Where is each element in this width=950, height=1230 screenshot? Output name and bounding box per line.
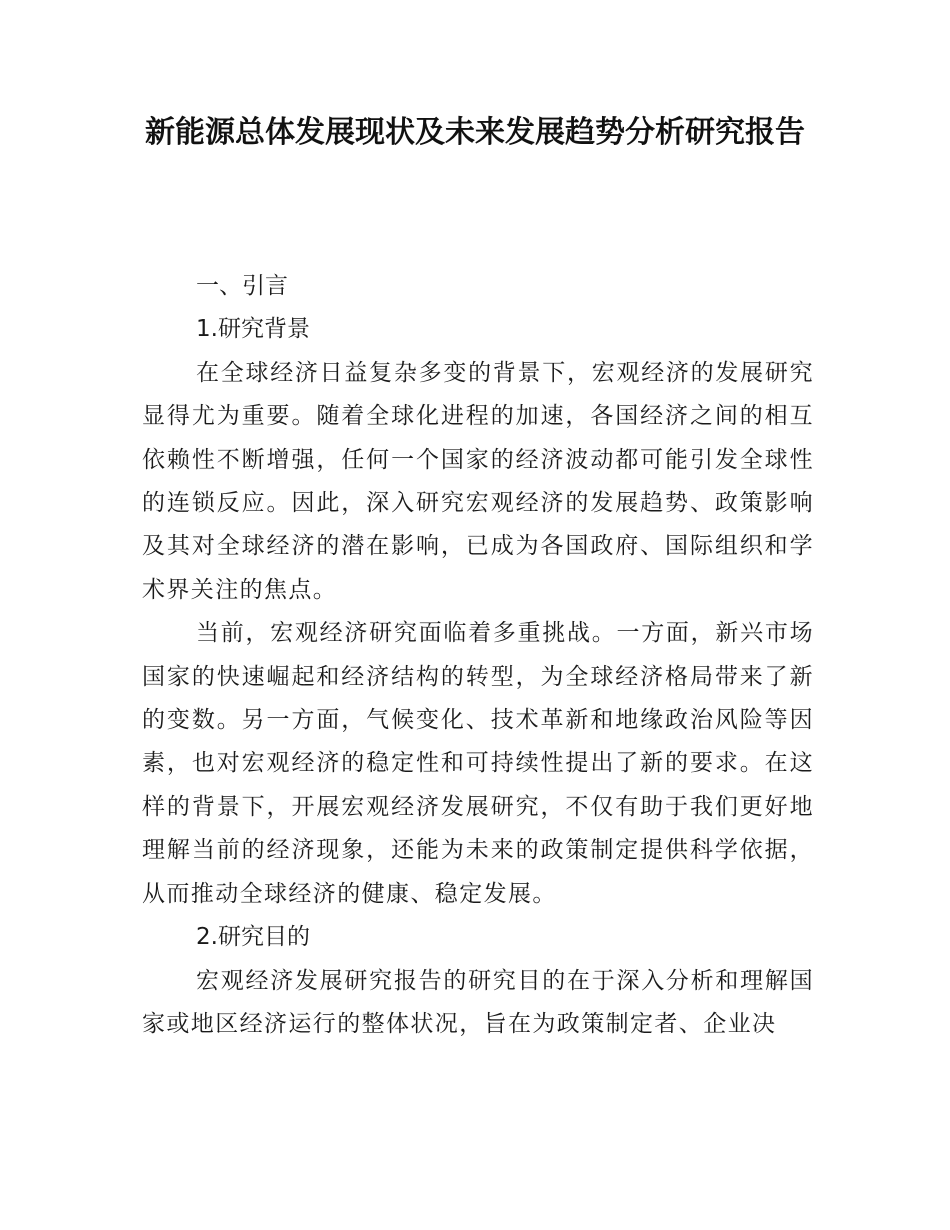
paragraph-purpose-1: 宏观经济发展研究报告的研究目的在于深入分析和理解国家或地区经济运行的整体状况，旨在为政策制定者、企业决 xyxy=(142,967,814,1037)
subsection-heading-background: 1.研究背景 xyxy=(196,316,310,343)
paragraph-background-2: 当前，宏观经济研究面临着多重挑战。一方面，新兴市场国家的快速崛起和经济结构的转型，为全球经济格局带来了新的变数。另一方面，气候变化、技术革新和地缘政治风险等因素，也对宏观经济的稳定性和可持续性提出了新的要求。在这样的背景下，开展宏观经济发展研究，不仅有助于我们更好地理解当前的经济现象，还能为未来的政策制定提供科学依据，从而推动全球经济的健康、稳定发展。 xyxy=(142,620,814,907)
document-body xyxy=(142,265,814,1046)
subsection-heading-purpose: 2.研究目的 xyxy=(196,924,310,951)
section-heading-introduction: 一、引言 xyxy=(196,273,288,299)
paragraph-background-1: 在全球经济日益复杂多变的背景下，宏观经济的发展研究显得尤为重要。随着全球化进程的加速，各国经济之间的相互依赖性不断增强，任何一个国家的经济波动都可能引发全球性的连锁反应。因此，深入研究宏观经济的发展趋势、政策影响及其对全球经济的潜在影响，已成为各国政府、国际组织和学术界关注的焦点。 xyxy=(142,359,814,603)
document-title: 新能源总体发展现状及未来发展趋势分析研究报告 xyxy=(145,115,805,150)
